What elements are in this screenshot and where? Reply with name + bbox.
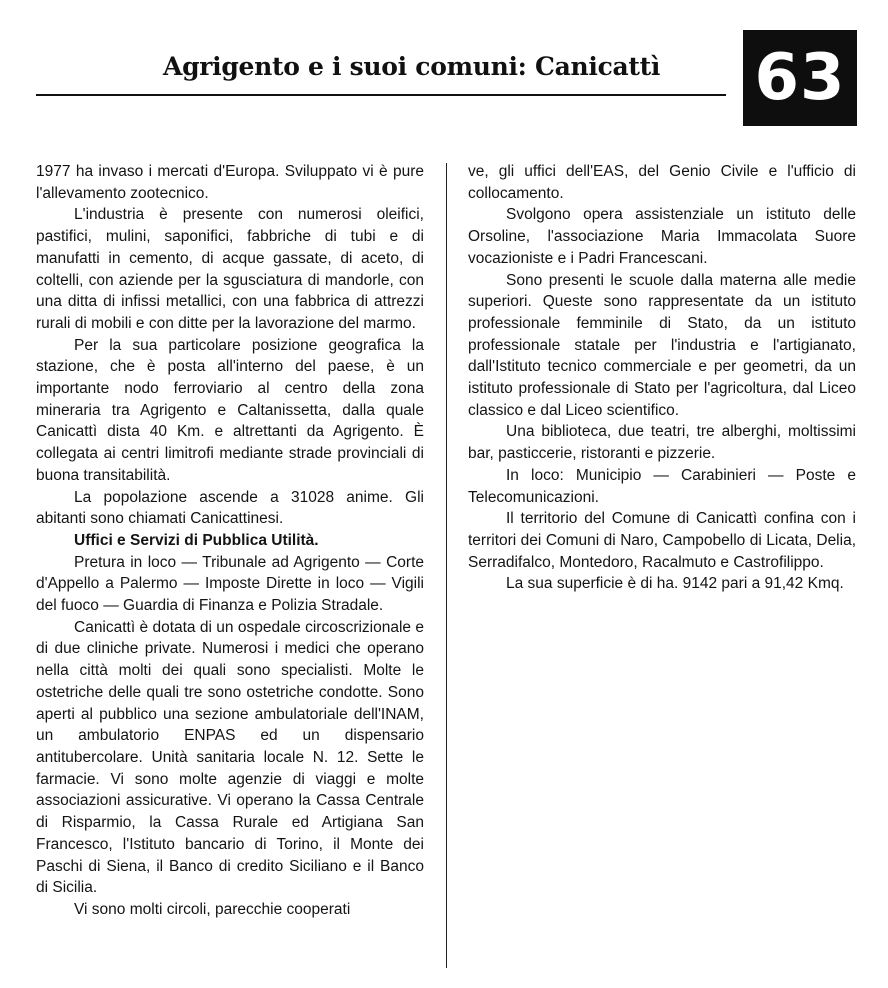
- paragraph: Per la sua particolare posizione geografica la stazione, che è posta all'interno del paese, è un importante nodo ferroviario al centro della zona mineraria tra Agrigento e Caltanissetta, dalla quale Canicattì dista 40 Km. e altrettanti da Agrigento. È collegata ai centri limitrofi mediante strade provinciali di buona transitabilità.: [36, 336, 424, 484]
- section-heading: Uffici e Servizi di Pubblica Utilità.: [74, 531, 319, 549]
- paragraph: In loco: Municipio — Carabinieri — Poste e Telecomunicazioni.: [468, 466, 856, 506]
- paragraph: Sono presenti le scuole dalla materna alle medie superiori. Queste sono rappresentate da un istituto professionale femminile di Stato, da un istituto professionale statale per l'industria e l'artigianato, dall'Istituto tecnico commerciale e per geometri, da un istituto professionale di Stato per l'agricoltura, dal Liceo classico e dal Liceo scientifico.: [468, 271, 856, 419]
- paragraph: Vi sono molti circoli, parecchie cooperati: [74, 900, 351, 918]
- paragraph: ve, gli uffici dell'EAS, del Genio Civile e l'ufficio di collocamento.: [468, 163, 856, 202]
- column-divider: [446, 163, 447, 968]
- paragraph: L'industria è presente con numerosi oleifici, pastifici, mulini, saponifici, fabbriche di tubi e di manufatti in cemento, di acque gassate, di aceto, di coltelli, con aziende per la sgusciatura di mandorle, con una ditta di infissi metallici, con una fabbrica di attrezzi rurali di mobili e con ditte per la lavorazione del marmo.: [36, 206, 424, 332]
- header-rule: [36, 94, 726, 96]
- paragraph: Una biblioteca, due teatri, tre alberghi, moltissimi bar, pasticcerie, ristoranti e pizzerie.: [468, 423, 856, 463]
- page-title: Agrigento e i suoi comuni: Canicattì: [163, 52, 661, 81]
- paragraph: Il territorio del Comune di Canicattì confina con i territori dei Comuni di Naro, Campobello di Licata, Delia, Serradifalco, Montedoro, Racalmuto e Castrofilippo.: [468, 510, 856, 571]
- right-column: [468, 161, 856, 595]
- page-number-badge: 63: [743, 30, 857, 126]
- paragraph: La sua superficie è di ha. 9142 pari a 91,42 Kmq.: [506, 575, 844, 593]
- paragraph: Canicattì è dotata di un ospedale circoscrizionale e di due cliniche private. Numerosi i medici che operano nella città molti dei quali sono specialisti. Molte le ostetriche delle quali tre sono ostetriche condotte. Sono aperti al pubblico una sezione ambulatoriale dell'INAM, un ambulatorio ENPAS ed un dispensario antitubercolare. Unità sanitaria locale N. 12. Sette le farmacie. Vi sono molte agenzie di viaggi e molte associazioni assicurative. Vi operano la Cassa Centrale di Risparmio, la Cassa Rurale ed Artigiana San Francesco, l'Istituto bancario di Torino, il Monte dei Paschi di Siena, il Banco di credito Siciliano e il Banco di Sicilia.: [36, 618, 424, 897]
- paragraph: 1977 ha invaso i mercati d'Europa. Sviluppato vi è pure l'allevamento zootecnico.: [36, 163, 424, 202]
- left-column: [36, 161, 424, 921]
- paragraph: Svolgono opera assistenziale un istituto delle Orsoline, l'associazione Maria Immacolata Suore vocazioniste e i Padri Francescani.: [468, 206, 856, 267]
- paragraph: Pretura in loco — Tribunale ad Agrigento — Corte d'Appello a Palermo — Imposte Dirette in loco — Vigili del fuoco — Guardia di Finanza e Polizia Stradale.: [36, 553, 424, 615]
- paragraph: La popolazione ascende a 31028 anime. Gli abitanti sono chiamati Canicattinesi.: [36, 488, 424, 528]
